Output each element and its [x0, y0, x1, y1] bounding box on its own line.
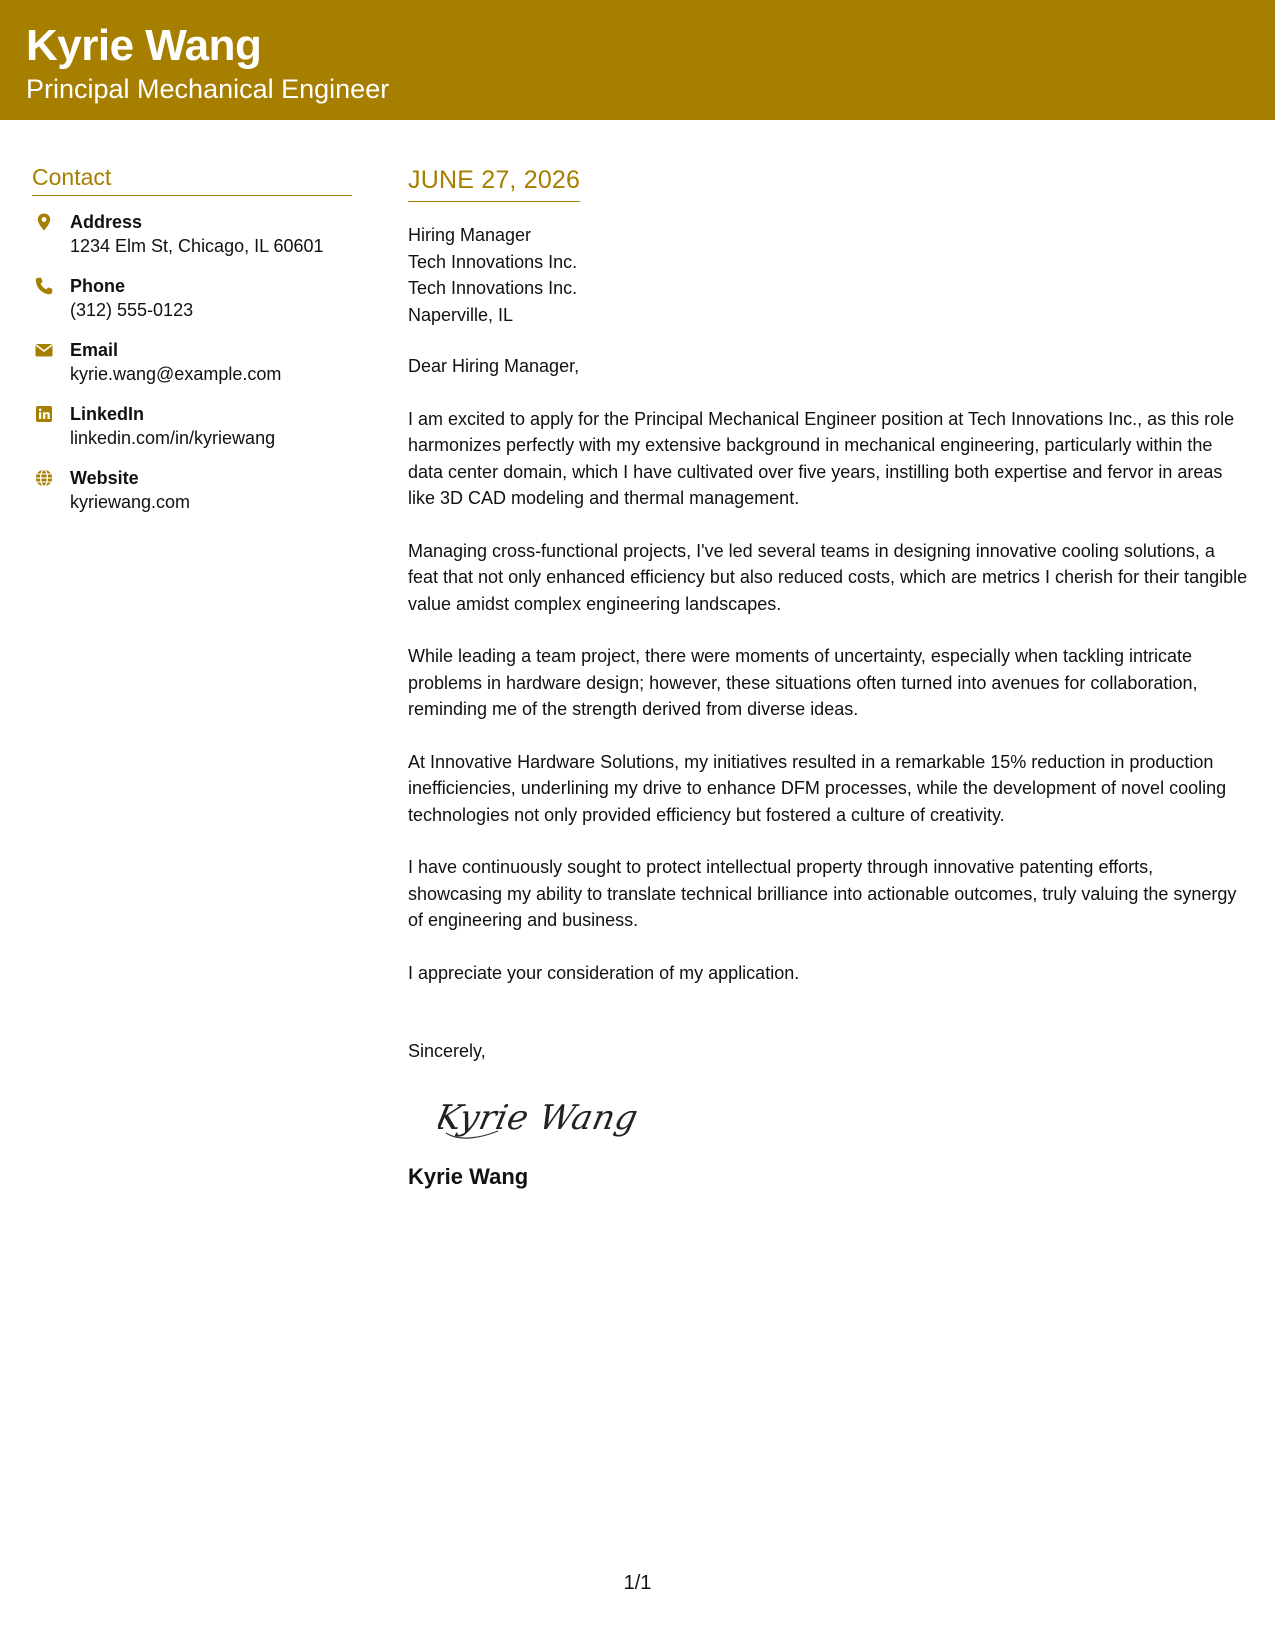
- salutation: Dear Hiring Manager,: [408, 356, 580, 376]
- contact-item-email: [32, 338, 352, 386]
- linkedin-icon: [34, 404, 54, 424]
- contact-item-linkedin: [32, 402, 352, 450]
- contact-label: Website: [70, 468, 139, 488]
- address-value: 1234 Elm St, Chicago, IL 60601: [70, 236, 324, 256]
- recipient-line: Hiring Manager: [408, 225, 532, 245]
- email-value: kyrie.wang@example.com: [70, 364, 282, 384]
- letter-date: JUNE 27, 2026: [408, 166, 580, 202]
- contact-list: [32, 210, 352, 514]
- letter-paragraph: While leading a team project, there were moments of uncertainty, especially when tackling intricate problems in hardware design; however, these situations often turned into avenues for collaboration, reminding me of the strength derived from diverse ideas.: [408, 646, 1198, 719]
- contact-label: Phone: [70, 276, 126, 296]
- header-banner: [0, 0, 1275, 120]
- page-number: 1/1: [623, 1572, 652, 1594]
- globe-icon: [34, 468, 54, 488]
- letter-paragraph: I appreciate your consideration of my application.: [408, 962, 800, 983]
- signature-text: Kyrie Wang: [438, 1097, 642, 1138]
- map-pin-icon: [34, 212, 54, 232]
- signed-name: Kyrie Wang: [408, 1163, 529, 1189]
- phone-value: (312) 555-0123: [70, 300, 194, 320]
- recipient-line: Tech Innovations Inc.: [408, 278, 578, 298]
- applicant-name: Kyrie Wang: [26, 21, 262, 70]
- contact-heading: Contact: [32, 164, 352, 196]
- applicant-title: Principal Mechanical Engineer: [26, 74, 390, 104]
- website-value: kyriewang.com: [70, 492, 191, 512]
- envelope-icon: [34, 340, 54, 360]
- phone-icon: [34, 276, 54, 296]
- contact-label: Address: [70, 212, 143, 232]
- letter-paragraph: At Innovative Hardware Solutions, my initiatives resulted in a remarkable 15% reduction in production inefficiencies, underlining my drive to enhance DFM processes, while the development of novel cooling technologies not only provided efficiency but fostered a culture of creativity.: [408, 751, 1227, 825]
- letter-body: [408, 166, 1248, 1190]
- recipient-block: [408, 222, 1248, 328]
- contact-item-address: [32, 210, 352, 258]
- recipient-line: Tech Innovations Inc.: [408, 251, 578, 272]
- contact-item-phone: [32, 274, 352, 322]
- contact-sidebar: [32, 164, 352, 530]
- contact-label: LinkedIn: [70, 404, 145, 424]
- linkedin-value: linkedin.com/in/kyriewang: [70, 428, 276, 448]
- signature-image: [438, 1081, 678, 1151]
- contact-label: Email: [70, 340, 119, 360]
- letter-paragraph: I have continuously sought to protect intellectual property through innovative patenting efforts, showcasing my ability to translate technical brilliance into actionable outcomes, truly valuing the synergy of engineering and business.: [408, 857, 1237, 930]
- contact-item-website: [32, 466, 352, 514]
- letter-paragraph: Managing cross-functional projects, I've led several teams in designing innovative cooling solutions, a feat that not only enhanced efficiency but also reduced costs, which are metrics I cherish for their tangible value amidst complex engineering landscapes.: [408, 540, 1248, 614]
- recipient-line: Naperville, IL: [408, 304, 514, 325]
- closing: Sincerely,: [408, 1041, 486, 1061]
- letter-paragraph: I am excited to apply for the Principal Mechanical Engineer position at Tech Innovations Inc., as this role harmonizes perfectly with my extensive background in mechanical engineering, particularly within the data center domain, which I have cultivated over five years, instilling both expertise and fervor in areas like 3D CAD modeling and thermal management.: [408, 408, 1235, 508]
